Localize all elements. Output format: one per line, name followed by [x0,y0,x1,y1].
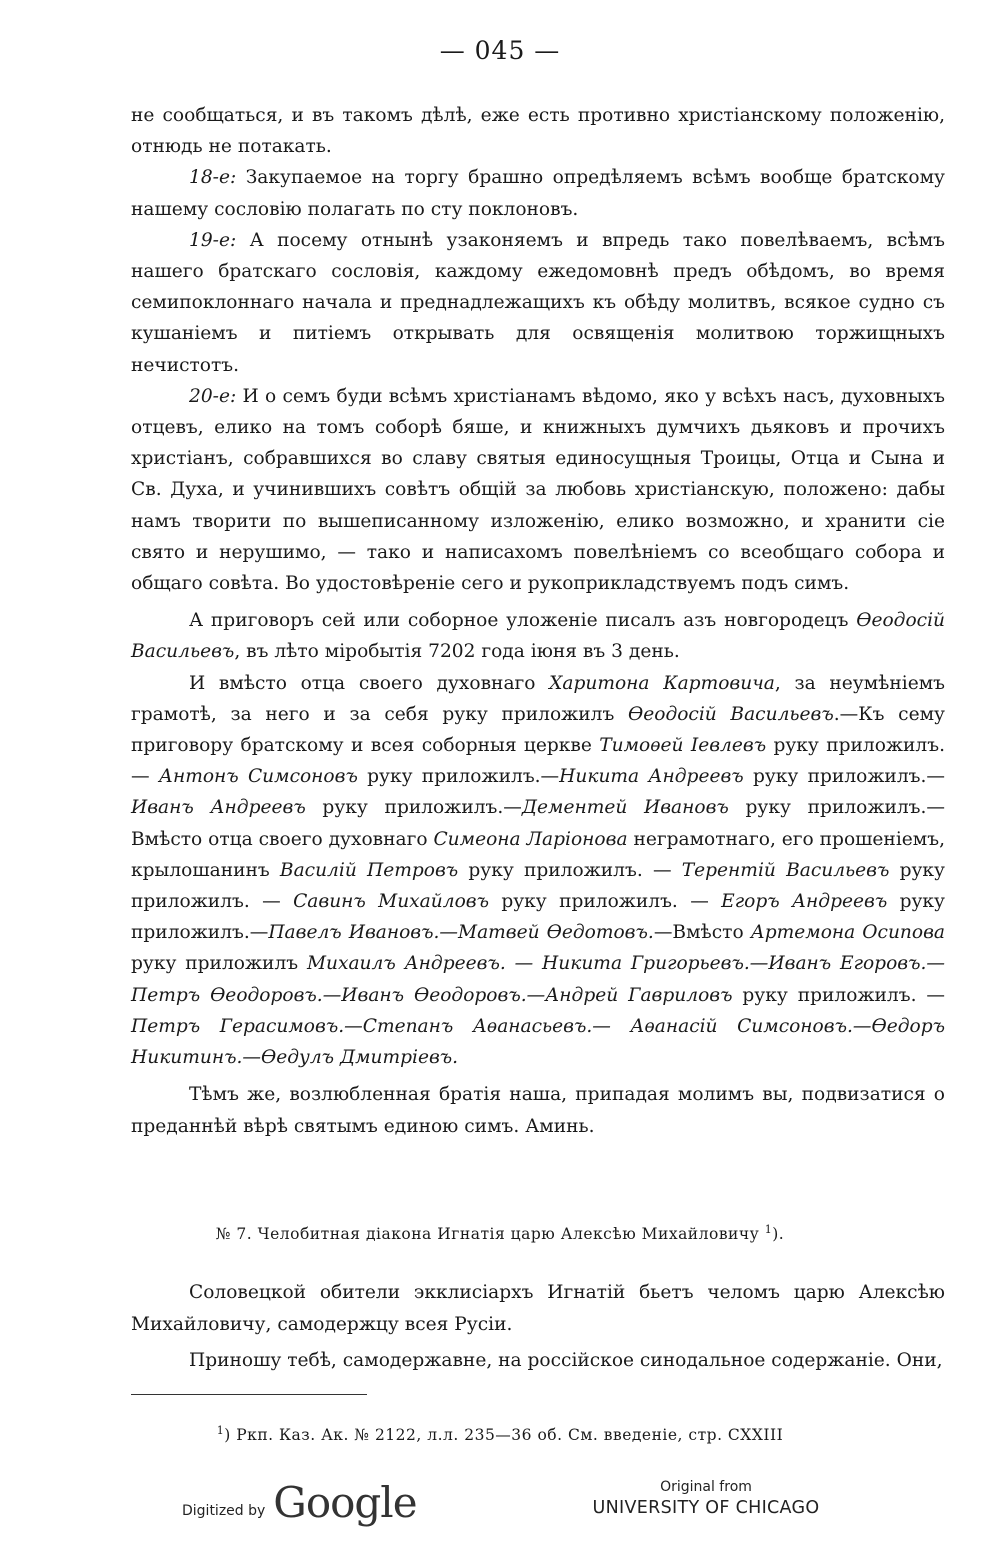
paragraph [131,605,945,667]
text-run: , за неумѣніемъ грамотѣ, за него и за себя руку приложилъ [131,672,946,725]
text-run: А приговоръ сей или соборное уложеніе писалъ азъ новгородецъ [189,610,857,632]
italic-text: Ѳеодосій Васильевъ [628,703,834,725]
italic-text: Павелъ Ивановъ.—Матвей Ѳедотовъ. [268,922,654,944]
text-run: руку приложилъ. — [488,891,722,913]
italic-text: Савинъ Михайловъ [293,891,489,913]
text-run: руку приложилъ. — [131,735,945,788]
italic-text: 18-е: [189,167,237,189]
text-run: руку приложилъ.— [305,797,522,819]
italic-text: Иванъ Андреевъ [131,797,306,819]
body-text [131,100,945,1142]
text-run: —Вмѣсто [653,922,751,944]
italic-text: Симеона Ларіонова [433,828,628,850]
footnote-text: ) Ркп. Каз. Ак. № 2122, л.л. 235—36 об. См. введеніе, стр. CXXIII [224,1426,784,1445]
paragraph [131,381,945,599]
section-text [131,1277,945,1377]
italic-text: Харитона Картовича [549,672,775,694]
text-run: Тѣмъ же, возлюбленная братія наша, припадая молимъ вы, подвизатися о преданнѣй вѣрѣ святымъ единою симъ. Аминь. [131,1084,945,1137]
paragraph [131,162,945,224]
footnote-rule [131,1394,367,1395]
italic-text: 20-е: [189,385,237,407]
italic-text: Дементей Ивановъ [521,797,729,819]
text-run: Закупаемое на торгу брашно опредѣляемъ всѣмъ вообще братскому нашему сословію полагать по сту поклоновъ. [131,167,945,220]
italic-text: Никита Андреевъ [559,766,744,788]
italic-text: Михаилъ Андреевъ. — Никита Григорьевъ.—Иванъ Егоровъ.— Петръ Ѳеодоровъ.—Иванъ Ѳеодоровъ.—Андрей Гавриловъ [131,953,945,1006]
document-heading-closing: ). [772,1225,785,1244]
italic-text: Ѳеодосій Васильевъ [131,610,945,663]
italic-text: Артемона Осипова [750,922,945,944]
digitized-by-watermark [182,1472,417,1532]
google-logo: Google [273,1477,417,1527]
footnote-marker: 1 [216,1424,225,1437]
section-paragraph: Приношу тебѣ, самодержавне, на россійское синодальное содержаніе. Они, [189,1350,943,1371]
text-run: руку приложилъ.— [357,766,560,788]
paragraph [131,225,945,381]
digitized-label: Digitized by [182,1503,266,1519]
original-from-label: Original from [660,1479,752,1495]
paragraph [131,100,945,162]
italic-text: 19-е: [189,229,237,251]
original-source-label: UNIVERSITY OF CHICAGO [592,1498,820,1518]
text-run: .—Къ сему приговору братскому и всея соборныя церкве [131,703,945,757]
document-heading-text: № 7. Челобитная діакона Игнатія царю Алексѣю Михайловичу [215,1225,760,1244]
text-run: руку приложилъ. — [131,859,945,913]
paragraph [131,1079,945,1141]
document-heading [0,1223,1000,1243]
text-run: А посему отнынѣ узаконяемъ и впредь тако повелѣваемъ, всѣмъ нашего братскаго сословія, каждому ежедомовнѣ предъ обѣдомъ, во время семипоклоннаго начала и преднадлежащихъ къ обѣду молитвъ, всякое судно съ кушаніемъ и питіемъ открывать для освященія молитвою торжищныхъ нечистотъ. [131,229,945,376]
paragraph [131,668,945,1074]
italic-text: Терентій Васильевъ [681,859,890,881]
footnote [0,1424,1000,1444]
italic-text: Тимоѳей Іевлевъ [599,735,767,757]
italic-text: Егоръ Андреевъ [721,891,888,913]
text-run: руку приложилъ [131,953,307,975]
text-run: И о семъ буди всѣмъ христіанамъ вѣдомо, яко у всѣхъ насъ, духовныхъ отцевъ, елико на томъ соборѣ бяше, и книжныхъ думчихъ дьяковъ и прочихъ христіанъ, собравшихся во славу святыя единосущныя Троицы, Отца и Сына и Св. Духа, и учинившихъ совѣтъ общій за любовь христіанскую, положено: дабы намъ творити по вышеписанному изложенію, елико возможно, и хранити сіе свято и нерушимо, — тако и написахомъ повелѣніемъ со всеобщаго собора и общаго совѣта. Во удостовѣреніе сего и рукоприкладствуемъ подъ симъ. [131,385,945,595]
text-run: неграмотнаго, его прошеніемъ, крылошанинъ [131,828,945,881]
section-paragraph: Соловецкой обители экклисіархъ Игнатій бьетъ челомъ царю Алексѣю Михайловичу, самодержцу всея Русіи. [131,1282,945,1335]
italic-text: Петръ Герасимовъ.—Степанъ Аѳанасьевъ.— Аѳанасій Симсоновъ.—Ѳедоръ Никитинъ.—Ѳедулъ Дмитріевъ. [131,1015,945,1069]
text-run: руку приложилъ.— [743,766,945,788]
original-from-watermark [586,1478,826,1520]
text-run: , въ лѣто міробытія 7202 года іюня въ 3 день. [234,641,680,663]
text-run: руку приложилъ. — [732,984,945,1006]
text-run: руку приложилъ.—Вмѣсто отца своего духовнаго [131,797,945,850]
text-run: И вмѣсто отца своего духовнаго [189,672,550,694]
page-number: — 045 — [439,36,561,65]
text-run: руку приложилъ.— [131,891,945,944]
text-run: не сообщаться, и въ такомъ дѣлѣ, еже есть противно христіанскому положенію, отнюдь не потакать. [131,105,945,158]
italic-text: Антонъ Симсоновъ [158,766,358,788]
footnote-reference: 1 [764,1223,773,1236]
text-run: руку приложилъ. — [458,859,682,881]
italic-text: Василій Петровъ [279,859,459,881]
